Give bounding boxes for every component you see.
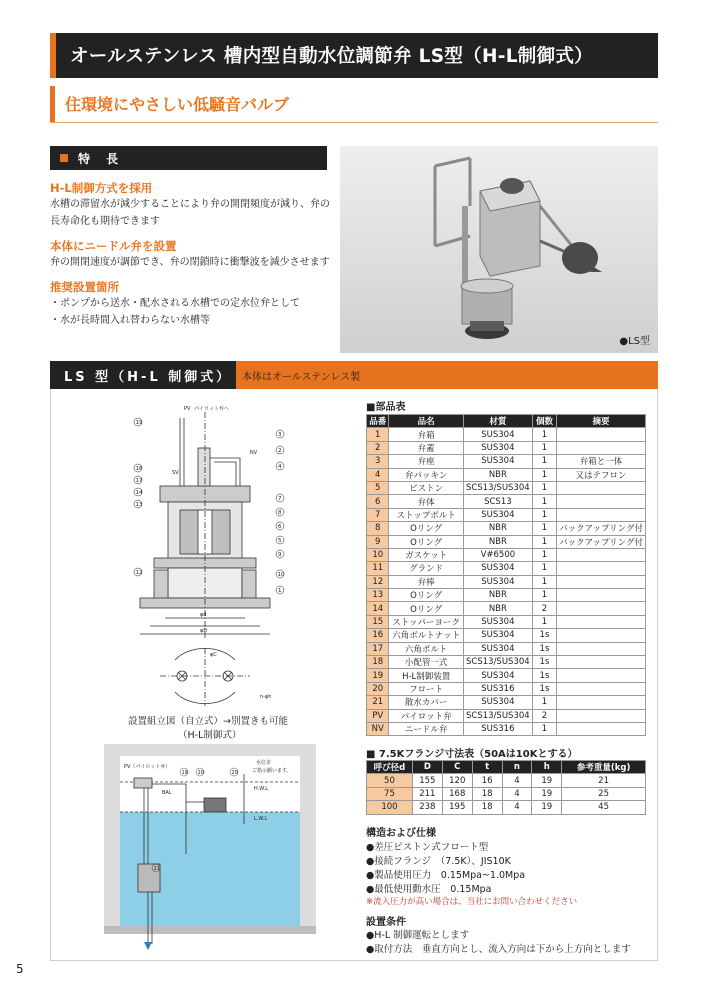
flange-table-heading: ■ 7.5Kフランジ寸法表（50Aは10Kとする）: [366, 749, 578, 760]
flange-cell: 211: [412, 787, 442, 800]
parts-cell: 15: [367, 615, 389, 628]
parts-cell: 19: [367, 669, 389, 682]
install-item-2: ●取付方法 垂直方向とし、流入方向は下から上方向とします: [366, 944, 631, 955]
parts-cell: 小配管一式: [389, 656, 463, 669]
flange-cell: 16: [472, 774, 502, 787]
flange-cell: 18: [472, 787, 502, 800]
parts-cell: NBR: [463, 522, 532, 535]
feature-text-3a: ・ポンプから送水・配水される水槽での定水位弁として: [50, 298, 300, 309]
svg-text:12: 12: [135, 570, 143, 576]
install-label-hwl: H.W.L: [254, 786, 269, 792]
flange-cell: 45: [562, 801, 646, 814]
parts-cell: 1: [532, 441, 556, 454]
parts-cell: [557, 481, 646, 494]
parts-cell: 弁箱: [389, 428, 463, 441]
parts-cell: 1: [532, 468, 556, 481]
svg-text:21: 21: [153, 866, 160, 872]
parts-cell: 1s: [532, 642, 556, 655]
parts-table-row: [367, 722, 646, 735]
parts-cell: SUS304: [463, 455, 532, 468]
drawing-label-phi-D: φD: [200, 628, 208, 634]
flange-cell: 238: [412, 801, 442, 814]
flange-cell: 18: [472, 801, 502, 814]
flange-cell: 19: [532, 787, 562, 800]
parts-table-row: [367, 575, 646, 588]
svg-text:14: 14: [135, 490, 143, 496]
parts-cell: [557, 495, 646, 508]
flange-cell: 25: [562, 787, 646, 800]
parts-table-row: [367, 682, 646, 695]
svg-text:19: 19: [181, 770, 188, 776]
page-number: 5: [16, 962, 24, 976]
product-photo: [340, 146, 658, 353]
parts-table-row: [367, 589, 646, 602]
parts-cell: バックアップリング付: [557, 522, 646, 535]
parts-cell: SUS304: [463, 508, 532, 521]
feature-title-1: H-L制御方式を採用: [50, 181, 153, 195]
parts-col-material: 材質: [463, 415, 532, 428]
parts-cell: [557, 562, 646, 575]
parts-cell: [557, 669, 646, 682]
parts-cell: NBR: [463, 589, 532, 602]
ls-section-bar: [50, 361, 658, 389]
parts-cell: ガスケット: [389, 548, 463, 561]
parts-cell: SUS304: [463, 428, 532, 441]
parts-table-row: [367, 696, 646, 709]
flange-col-weight: 参考重量(kg): [562, 761, 646, 774]
parts-cell: 1: [367, 428, 389, 441]
flange-cell: 155: [412, 774, 442, 787]
parts-cell: 20: [367, 682, 389, 695]
parts-cell: 六角ボルトナット: [389, 629, 463, 642]
parts-cell: パイロット弁: [389, 709, 463, 722]
parts-cell: 1s: [532, 656, 556, 669]
parts-cell: 4: [367, 468, 389, 481]
parts-cell: 弁体: [389, 495, 463, 508]
parts-cell: フロート: [389, 682, 463, 695]
parts-cell: ストップボルト: [389, 508, 463, 521]
parts-table-row: [367, 615, 646, 628]
parts-cell: 18: [367, 656, 389, 669]
parts-cell: [557, 589, 646, 602]
installation-diagram: [104, 744, 316, 954]
parts-cell: [557, 508, 646, 521]
parts-cell: 17: [367, 642, 389, 655]
parts-cell: 1: [532, 495, 556, 508]
parts-cell: 弁座: [389, 455, 463, 468]
parts-table-row: [367, 629, 646, 642]
parts-cell: SCS13/SUS304: [463, 481, 532, 494]
parts-cell: [557, 428, 646, 441]
install-label-lwl: L.W.L: [254, 816, 268, 822]
install-label-water-note1: 水位差: [256, 760, 272, 766]
parts-cell: SUS304: [463, 441, 532, 454]
subtitle-divider: [50, 122, 658, 123]
page-title: オールステンレス 槽内型自動水位調節弁 LS型（H-L制御式）: [70, 46, 594, 67]
parts-cell: 1: [532, 615, 556, 628]
parts-cell: バックアップリング付: [557, 535, 646, 548]
install-caption-2: （H-L制御式）: [178, 730, 242, 741]
parts-cell: 弁パッキン: [389, 468, 463, 481]
feature-text-1a: 水槽の滞留水が減少することにより弁の開閉頻度が減り、弁の: [50, 199, 330, 210]
parts-cell: SUS304: [463, 575, 532, 588]
parts-cell: 16: [367, 629, 389, 642]
install-caption-1: 設置組立図（自立式）→別置きも可能: [128, 716, 288, 727]
parts-cell: 又はテフロン: [557, 468, 646, 481]
flange-cell: 4: [502, 787, 532, 800]
drawing-label-sv: SV: [172, 470, 179, 476]
parts-cell: 1: [532, 508, 556, 521]
parts-table-row: [367, 709, 646, 722]
specs-heading: 構造および仕様: [366, 828, 436, 839]
frame-right: [657, 389, 658, 960]
install-item-1: ●H-L 制御運転とします: [366, 930, 470, 941]
parts-cell: ニードル弁: [389, 722, 463, 735]
parts-cell: SUS316: [463, 722, 532, 735]
parts-cell: 1: [532, 481, 556, 494]
parts-cell: 1: [532, 522, 556, 535]
flange-table-row: [367, 801, 646, 814]
drawing-label-phi-C: φC: [210, 652, 217, 658]
parts-cell: SCS13: [463, 495, 532, 508]
feature-text-1b: 長寿命化も期待できます: [50, 216, 160, 227]
flange-cell: 168: [442, 787, 472, 800]
svg-text:3: 3: [278, 432, 282, 438]
flange-cell: 21: [562, 774, 646, 787]
photo-caption: ●LS型: [619, 336, 650, 347]
parts-cell: SUS304: [463, 615, 532, 628]
svg-text:17: 17: [135, 478, 143, 484]
parts-cell: 弁蓋: [389, 441, 463, 454]
parts-cell: NBR: [463, 535, 532, 548]
ls-section-note: 本体はオールステンレス製: [242, 372, 361, 383]
parts-cell: 弁箱と一体: [557, 455, 646, 468]
subtitle-bar: [50, 86, 658, 122]
flange-cell: 75: [367, 787, 413, 800]
parts-table-row: [367, 428, 646, 441]
parts-cell: Oリング: [389, 589, 463, 602]
parts-col-name: 品名: [389, 415, 463, 428]
flange-col-h: h: [532, 761, 562, 774]
parts-table-heading: ■部品表: [366, 402, 406, 413]
parts-cell: 3: [367, 455, 389, 468]
parts-table: [366, 414, 646, 736]
parts-cell: [557, 642, 646, 655]
parts-cell: Oリング: [389, 602, 463, 615]
parts-cell: V#6500: [463, 548, 532, 561]
flange-col-d: 呼び径d: [367, 761, 413, 774]
parts-cell: 10: [367, 548, 389, 561]
parts-cell: [557, 602, 646, 615]
parts-cell: [557, 656, 646, 669]
parts-cell: グランド: [389, 562, 463, 575]
svg-text:7: 7: [278, 496, 282, 502]
parts-cell: NBR: [463, 602, 532, 615]
parts-cell: 5: [367, 481, 389, 494]
parts-cell: 1: [532, 455, 556, 468]
parts-col-qty: 個数: [532, 415, 556, 428]
svg-text:13: 13: [135, 502, 143, 508]
flange-cell: 100: [367, 801, 413, 814]
parts-table-header: [367, 415, 646, 428]
parts-cell: 1: [532, 428, 556, 441]
parts-table-row: [367, 522, 646, 535]
title-bar: [50, 33, 658, 78]
parts-cell: 1: [532, 548, 556, 561]
parts-cell: 14: [367, 602, 389, 615]
svg-text:1: 1: [278, 588, 282, 594]
parts-table-row: [367, 468, 646, 481]
parts-cell: 8: [367, 522, 389, 535]
parts-cell: 散水カバー: [389, 696, 463, 709]
install-label-bal: BAL: [162, 790, 172, 796]
parts-table-row: [367, 656, 646, 669]
parts-cell: SUS316: [463, 682, 532, 695]
parts-cell: [557, 682, 646, 695]
parts-cell: 1s: [532, 629, 556, 642]
flange-col-D: D: [412, 761, 442, 774]
features-heading-bar: [50, 146, 327, 170]
flange-table-row: [367, 774, 646, 787]
flange-cell: 4: [502, 801, 532, 814]
svg-text:16: 16: [135, 466, 143, 472]
feature-title-2: 本体にニードル弁を設置: [50, 239, 177, 253]
parts-cell: 1s: [532, 682, 556, 695]
parts-cell: 6: [367, 495, 389, 508]
parts-table-row: [367, 441, 646, 454]
parts-table-row: [367, 548, 646, 561]
flange-table-header: [367, 761, 646, 774]
drawing-label-nv: NV: [250, 450, 258, 456]
parts-cell: Oリング: [389, 522, 463, 535]
install-label-water-note2: ご指示願います。: [252, 768, 292, 774]
flange-cell: 19: [532, 774, 562, 787]
drawing-label-n-h: n-φh: [260, 694, 272, 700]
parts-cell: [557, 709, 646, 722]
valve-photo-illustration: [340, 146, 658, 353]
parts-cell: [557, 629, 646, 642]
flange-cell: 120: [442, 774, 472, 787]
flange-col-C: C: [442, 761, 472, 774]
parts-cell: H-L制御装置: [389, 669, 463, 682]
parts-cell: 1: [532, 535, 556, 548]
svg-text:5: 5: [278, 538, 282, 544]
svg-text:20: 20: [231, 770, 238, 776]
parts-cell: Oリング: [389, 535, 463, 548]
ls-section-title: LS 型（H-L 制御式）: [64, 370, 233, 385]
parts-cell: [557, 575, 646, 588]
drawing-label-phi-d: φd: [200, 612, 207, 618]
parts-cell: 7: [367, 508, 389, 521]
feature-title-3: 推奨設置箇所: [50, 280, 119, 294]
parts-cell: SUS304: [463, 642, 532, 655]
parts-table-row: [367, 642, 646, 655]
parts-table-row: [367, 481, 646, 494]
parts-cell: SUS304: [463, 696, 532, 709]
parts-cell: NV: [367, 722, 389, 735]
drawing-label-pilot: パイロット弁へ: [194, 406, 229, 412]
parts-table-row: [367, 669, 646, 682]
parts-table-row: [367, 508, 646, 521]
parts-cell: 1s: [532, 669, 556, 682]
spec-note: ※流入圧力が高い場合は、当社にお問い合わせください: [366, 897, 578, 907]
parts-cell: 1: [532, 589, 556, 602]
parts-cell: [557, 722, 646, 735]
parts-cell: SUS304: [463, 629, 532, 642]
parts-table-row: [367, 602, 646, 615]
flange-cell: 195: [442, 801, 472, 814]
flange-col-n: n: [502, 761, 532, 774]
svg-text:20: 20: [197, 770, 204, 776]
parts-cell: 21: [367, 696, 389, 709]
parts-cell: PV: [367, 709, 389, 722]
svg-text:2: 2: [278, 448, 282, 454]
spec-item-2: ●接続フランジ （7.5K）、JIS10K: [366, 856, 511, 867]
flange-table-row: [367, 787, 646, 800]
square-bullet-icon: [60, 154, 68, 162]
parts-cell: SCS13/SUS304: [463, 709, 532, 722]
parts-cell: NBR: [463, 468, 532, 481]
spec-item-1: ●差圧ピストン式フロート型: [366, 842, 489, 853]
flange-table: [366, 760, 646, 815]
page-subtitle: 住環境にやさしい低騒音バルブ: [65, 95, 290, 114]
parts-cell: [557, 615, 646, 628]
parts-cell: 六角ボルト: [389, 642, 463, 655]
parts-cell: 2: [532, 709, 556, 722]
parts-cell: 弁棒: [389, 575, 463, 588]
inflow-arrow-icon: [144, 942, 152, 950]
callout-19: 19: [135, 420, 143, 426]
drawing-label-pv: PV: [184, 406, 191, 412]
svg-text:10: 10: [277, 572, 285, 578]
parts-cell: 2: [532, 602, 556, 615]
parts-col-note: 摘要: [557, 415, 646, 428]
parts-cell: SUS304: [463, 669, 532, 682]
frame-left: [50, 389, 51, 960]
install-label-pv: PV（パイロット弁）: [124, 764, 171, 770]
parts-cell: 1: [532, 575, 556, 588]
feature-text-3b: ・水が長時間入れ替わらない水槽等: [50, 315, 210, 326]
parts-cell: 9: [367, 535, 389, 548]
features-heading: 特 長: [78, 152, 125, 166]
flange-cell: 50: [367, 774, 413, 787]
parts-cell: [557, 696, 646, 709]
parts-cell: ストッパーヨーク: [389, 615, 463, 628]
flange-cell: 4: [502, 774, 532, 787]
parts-cell: 1: [532, 696, 556, 709]
install-heading: 設置条件: [366, 917, 406, 928]
parts-cell: SCS13/SUS304: [463, 656, 532, 669]
parts-cell: 1: [532, 562, 556, 575]
parts-table-row: [367, 535, 646, 548]
parts-cell: 2: [367, 441, 389, 454]
valve-cross-section-drawing: [110, 398, 310, 708]
svg-text:4: 4: [278, 464, 282, 470]
parts-table-row: [367, 495, 646, 508]
parts-table-row: [367, 455, 646, 468]
svg-text:9: 9: [278, 552, 282, 558]
spec-item-4: ●最低使用動水圧 0.15Mpa: [366, 884, 492, 895]
parts-cell: ピストン: [389, 481, 463, 494]
parts-cell: SUS304: [463, 562, 532, 575]
flange-col-t: t: [472, 761, 502, 774]
parts-cell: [557, 441, 646, 454]
parts-col-no: 品番: [367, 415, 389, 428]
parts-cell: 1: [532, 722, 556, 735]
parts-cell: 13: [367, 589, 389, 602]
spec-item-3: ●製品使用圧力 0.15Mpa~1.0Mpa: [366, 870, 526, 881]
feature-text-2a: 弁の開閉速度が調節でき、弁の閉鎖時に衝撃波を減少させます: [50, 257, 330, 268]
flange-cell: 19: [532, 801, 562, 814]
ls-section-title-block: [50, 361, 236, 389]
svg-text:8: 8: [278, 510, 282, 516]
svg-text:6: 6: [278, 524, 282, 530]
parts-cell: 11: [367, 562, 389, 575]
frame-bottom: [50, 960, 658, 961]
parts-cell: [557, 548, 646, 561]
parts-cell: 12: [367, 575, 389, 588]
parts-table-row: [367, 562, 646, 575]
